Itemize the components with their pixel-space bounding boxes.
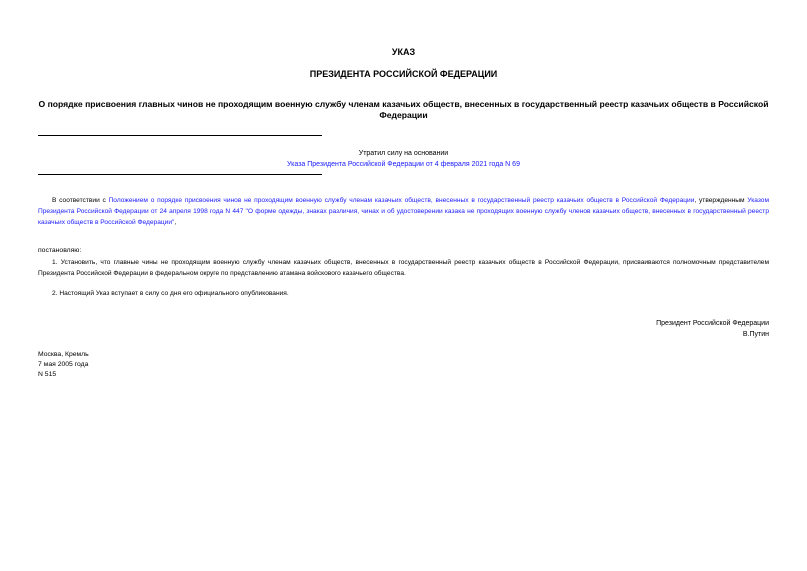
decree-447-link[interactable]: Указом Президента Российской Федерации от 24 апреля 1998 года N 447 "О форме одежды, знаках различия, чинах и об удостоверении казака не проходящих военную службу членов казачьих обществ, внесенных в государственный реестр казачьих обществ в Российской Федерации" (38, 197, 769, 226)
preamble-paragraph (38, 195, 769, 228)
decree-number: N 515 (38, 371, 57, 378)
signer-title: Президент Российской Федерации (656, 320, 769, 327)
item-1: 1. Установить, что главные чины не проходящим военную службу членам казачьих обществ, внесенных в государственный реестр казачьих обществ в Российской Федерации, присваиваются полномочным представителем Президента Российской Федерации в федеральном округе по представлению атамана войскового казачьего общества. (38, 259, 769, 277)
signing-date: 7 мая 2005 года (38, 361, 89, 368)
regulation-link[interactable]: Положением о порядке присвоения чинов не проходящим военную службу членам казачьих обществ, внесенных в государственный реестр казачьих обществ в Российской Федерации (108, 197, 695, 204)
signing-place: Москва, Кремль (38, 351, 89, 358)
doc-title: УКАЗ (391, 47, 416, 57)
repeal-link[interactable]: Указа Президента Российской Федерации от 4 февраля 2021 года N 69 (287, 161, 520, 168)
preamble-text-mid: , утвержденным (694, 197, 748, 204)
repeal-note: Утратил силу на основании (358, 150, 449, 157)
divider-top (38, 135, 322, 136)
decree-word: постановляю: (38, 247, 82, 254)
preamble-text-end: , (174, 219, 177, 226)
preamble-text: В соответствии с (52, 197, 109, 204)
item-2: 2. Настоящий Указ вступает в силу со дня его официального опубликования. (52, 290, 289, 297)
doc-issuer: ПРЕЗИДЕНТА РОССИЙСКОЙ ФЕДЕРАЦИИ (309, 69, 498, 79)
doc-subject: О порядке присвоения главных чинов не проходящим военную службу членам казачьих обществ, внесенных в государственный реестр казачьих обществ в Российской Федерации (38, 99, 769, 120)
signer-name: В.Путин (742, 331, 769, 338)
divider-bottom (38, 174, 322, 175)
